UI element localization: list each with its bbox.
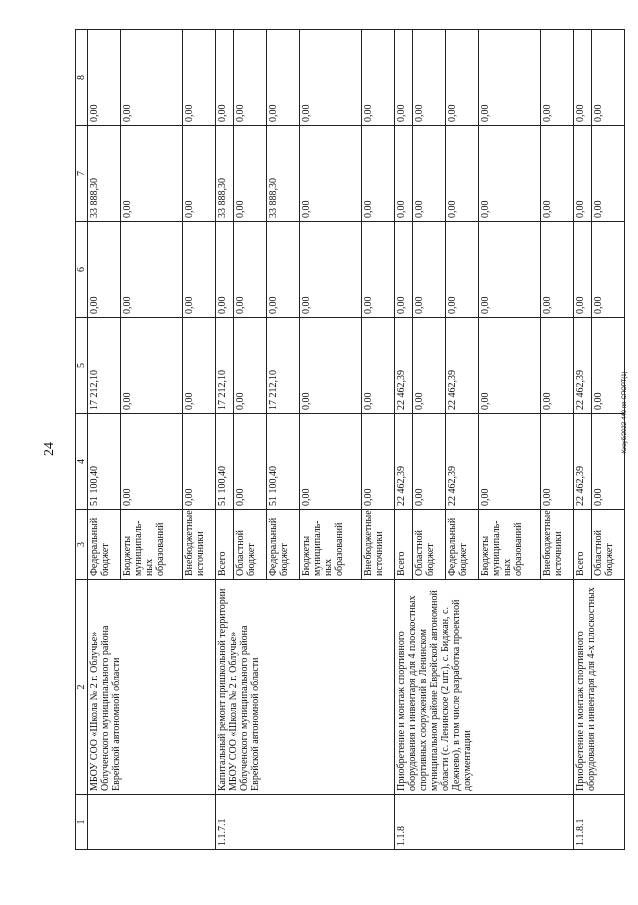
amount-cell: 0,00 — [540, 30, 573, 126]
amount-cell: 0,00 — [299, 318, 361, 414]
amount-cell: 0,00 — [234, 126, 267, 222]
item-name-cell: МБОУ СОО «Школа № 2 г. Облучье» Облученского муниципального района Еврейской автономной области — [88, 580, 216, 795]
item-name-cell: Приобретение и монтаж спортивного оборудования и инвентаря для 4-х плоскостных — [573, 580, 624, 795]
funding-source-cell: Федеральный бюджет — [445, 510, 478, 580]
amount-cell: 0,00 — [394, 222, 412, 318]
amount-cell: 51 100,40 — [215, 414, 233, 510]
table-body — [88, 30, 625, 850]
item-code-cell: 1.1.8.1 — [573, 795, 624, 850]
header-cell: 1 — [76, 795, 88, 850]
item-name-cell: Приобретение и монтаж спортивного оборудования и инвентаря для 4 плоскостных спортивных сооружений в Ленинском муниципальном районе Еврейской автономной области (с. Ленинское (2 шт.), с. Биджан, с. Дежнево), в том числе разработка проектной документации — [394, 580, 573, 795]
amount-cell: 0,00 — [234, 222, 267, 318]
amount-cell: 0,00 — [540, 126, 573, 222]
amount-cell: 22 462,39 — [573, 414, 591, 510]
amount-cell: 22 462,39 — [394, 318, 412, 414]
item-name-cell: Капитальный ремонт пришкольной территории МБОУ СОО «Школа № 2 г. Облучье» Облученского муниципального района Еврейской автономной области — [215, 580, 394, 795]
amount-cell: 0,00 — [478, 222, 540, 318]
amount-cell: 0,00 — [234, 30, 267, 126]
rotated-table-container — [75, 30, 625, 850]
amount-cell: 22 462,39 — [573, 318, 591, 414]
amount-cell: 0,00 — [573, 222, 591, 318]
amount-cell: 51 100,40 — [88, 414, 121, 510]
funding-table — [75, 29, 625, 850]
funding-source-cell: Внебюджетные источники — [540, 510, 573, 580]
funding-source-cell: Областной бюджет — [591, 510, 624, 580]
amount-cell: 0,00 — [299, 222, 361, 318]
amount-cell: 0,00 — [413, 414, 446, 510]
amount-cell: 0,00 — [478, 414, 540, 510]
amount-cell: 0,00 — [361, 318, 394, 414]
funding-source-cell: Внебюджетные источники — [361, 510, 394, 580]
header-cell: 8 — [76, 30, 88, 126]
amount-cell: 0,00 — [182, 318, 215, 414]
funding-source-cell: Бюджеты муниципаль-ных образований — [299, 510, 361, 580]
amount-cell: 0,00 — [591, 30, 624, 126]
amount-cell: 22 462,39 — [445, 318, 478, 414]
item-code-cell: 1.1.8 — [394, 795, 573, 850]
table-area — [75, 30, 625, 850]
header-cell: 5 — [76, 318, 88, 414]
amount-cell: 0,00 — [361, 126, 394, 222]
amount-cell: 0,00 — [445, 126, 478, 222]
amount-cell: 33 888,30 — [88, 126, 121, 222]
amount-cell: 0,00 — [361, 222, 394, 318]
table-row — [394, 30, 412, 850]
amount-cell: 0,00 — [394, 126, 412, 222]
document-code: Кизуб/2022-440-пп-СПОРТ(1) — [622, 371, 628, 453]
amount-cell: 0,00 — [413, 318, 446, 414]
table-row — [215, 30, 233, 850]
funding-source-cell: Федеральный бюджет — [266, 510, 299, 580]
item-code-cell — [88, 795, 216, 850]
amount-cell: 0,00 — [394, 30, 412, 126]
amount-cell: 0,00 — [573, 30, 591, 126]
amount-cell: 0,00 — [182, 30, 215, 126]
amount-cell: 0,00 — [88, 222, 121, 318]
amount-cell: 0,00 — [266, 30, 299, 126]
amount-cell: 0,00 — [182, 222, 215, 318]
amount-cell: 0,00 — [591, 126, 624, 222]
amount-cell: 0,00 — [234, 318, 267, 414]
amount-cell: 22 462,39 — [445, 414, 478, 510]
funding-source-cell: Областной бюджет — [234, 510, 267, 580]
amount-cell: 33 888,30 — [266, 126, 299, 222]
amount-cell: 0,00 — [120, 126, 182, 222]
amount-cell: 0,00 — [299, 126, 361, 222]
amount-cell: 0,00 — [573, 126, 591, 222]
amount-cell: 33 888,30 — [215, 126, 233, 222]
amount-cell: 0,00 — [120, 414, 182, 510]
header-row — [76, 30, 88, 850]
amount-cell: 0,00 — [234, 414, 267, 510]
amount-cell: 0,00 — [445, 30, 478, 126]
amount-cell: 0,00 — [413, 222, 446, 318]
amount-cell: 0,00 — [591, 318, 624, 414]
page-number: 24 — [42, 442, 57, 456]
funding-source-cell: Всего — [394, 510, 412, 580]
funding-source-cell: Бюджеты муниципаль-ных образований — [120, 510, 182, 580]
item-code-cell: 1.1.7.1 — [215, 795, 394, 850]
funding-source-cell: Всего — [573, 510, 591, 580]
header-cell: 6 — [76, 222, 88, 318]
amount-cell: 0,00 — [182, 126, 215, 222]
amount-cell: 0,00 — [120, 318, 182, 414]
table-row — [573, 30, 591, 850]
amount-cell: 0,00 — [591, 222, 624, 318]
amount-cell: 0,00 — [215, 30, 233, 126]
amount-cell: 0,00 — [361, 30, 394, 126]
amount-cell: 0,00 — [413, 30, 446, 126]
funding-source-cell: Областной бюджет — [413, 510, 446, 580]
funding-source-cell: Внебюджетные источники — [182, 510, 215, 580]
amount-cell: 51 100,40 — [266, 414, 299, 510]
amount-cell: 17 212,10 — [88, 318, 121, 414]
amount-cell: 17 212,10 — [266, 318, 299, 414]
amount-cell: 0,00 — [445, 222, 478, 318]
funding-source-cell: Бюджеты муниципаль-ных образований — [478, 510, 540, 580]
amount-cell: 0,00 — [120, 30, 182, 126]
amount-cell: 0,00 — [540, 414, 573, 510]
amount-cell: 0,00 — [215, 222, 233, 318]
amount-cell: 17 212,10 — [215, 318, 233, 414]
amount-cell: 0,00 — [120, 222, 182, 318]
amount-cell: 0,00 — [478, 30, 540, 126]
amount-cell: 22 462,39 — [394, 414, 412, 510]
funding-source-cell: Федеральный бюджет — [88, 510, 121, 580]
amount-cell: 0,00 — [540, 222, 573, 318]
header-cell: 4 — [76, 414, 88, 510]
amount-cell: 0,00 — [540, 318, 573, 414]
table-row — [88, 30, 121, 850]
amount-cell: 0,00 — [299, 30, 361, 126]
amount-cell: 0,00 — [478, 318, 540, 414]
amount-cell: 0,00 — [266, 222, 299, 318]
amount-cell: 0,00 — [361, 414, 394, 510]
amount-cell: 0,00 — [591, 414, 624, 510]
amount-cell: 0,00 — [299, 414, 361, 510]
amount-cell: 0,00 — [478, 126, 540, 222]
header-cell: 2 — [76, 580, 88, 795]
header-cell: 3 — [76, 510, 88, 580]
amount-cell: 0,00 — [413, 126, 446, 222]
header-cell: 7 — [76, 126, 88, 222]
funding-source-cell: Всего — [215, 510, 233, 580]
amount-cell: 0,00 — [88, 30, 121, 126]
amount-cell: 0,00 — [182, 414, 215, 510]
